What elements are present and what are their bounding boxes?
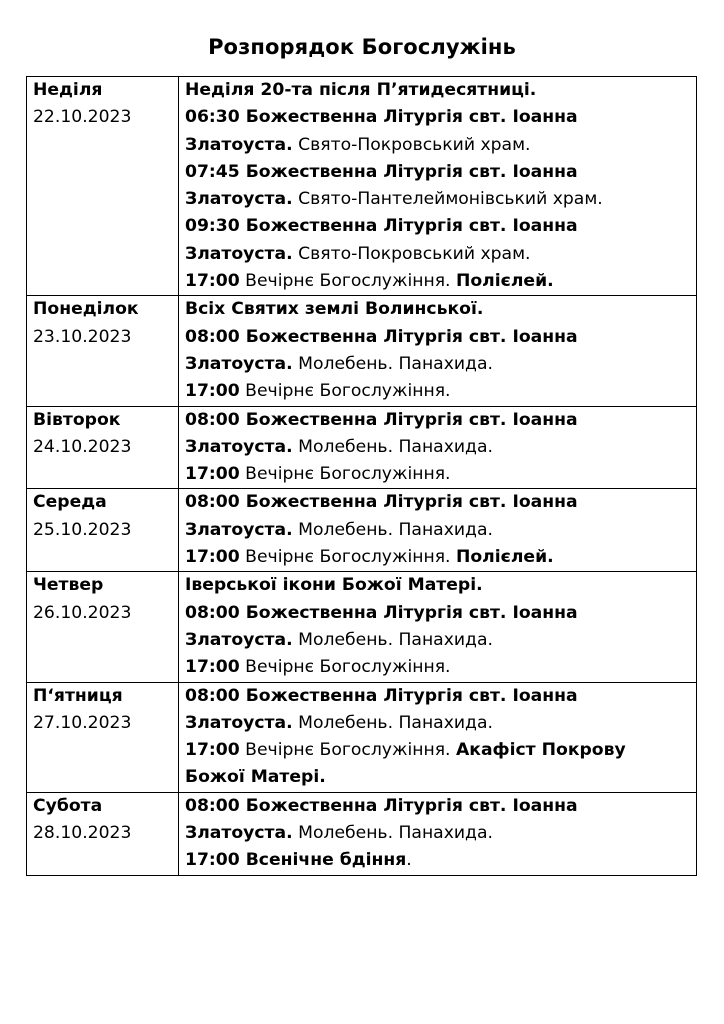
service-text: Свято-Пантелеймонівський храм. (292, 189, 603, 210)
service-text: Вечірнє Богослужіння. (239, 657, 451, 678)
service-line (185, 241, 691, 268)
service-line (185, 847, 691, 874)
service-text: 17:00 (185, 381, 240, 402)
page-title: Розпорядок Богослужінь (208, 35, 516, 59)
service-text: Молебень. Панахида. (292, 823, 493, 844)
table-row (27, 682, 697, 792)
service-line (185, 710, 691, 737)
service-line (185, 517, 691, 544)
service-line (185, 572, 691, 599)
table-row (27, 296, 697, 406)
table-row (27, 489, 697, 572)
schedule-table (26, 76, 697, 876)
service-line (185, 104, 691, 131)
service-text: Златоуста. (185, 353, 293, 374)
service-line (185, 793, 691, 820)
service-text: Неділя 20-та після П’ятидесятниці. (185, 80, 537, 100)
service-text: Златоуста. (185, 134, 293, 155)
service-line (185, 159, 691, 186)
service-text: 17:00 (185, 464, 240, 485)
service-line (185, 434, 691, 461)
service-line (185, 296, 691, 323)
service-text: Молебень. Панахида. (292, 353, 493, 374)
service-text: 17:00 (185, 740, 240, 761)
service-text: Полієлей. (455, 547, 554, 568)
service-text: Молебень. Панахида. (292, 436, 493, 457)
services-cell (179, 572, 697, 682)
service-text: Златоуста. (185, 823, 293, 844)
service-line (185, 627, 691, 654)
service-line (185, 683, 691, 710)
service-text: Свято-Покровський храм. (292, 134, 531, 155)
day-cell (27, 572, 179, 682)
day-cell (27, 682, 179, 792)
service-text: 08:00 Божественна Літургія свт. Іоанна (185, 685, 578, 706)
service-text: 17:00 (185, 547, 240, 568)
day-date: 25.10.2023 (33, 519, 132, 540)
service-text: Вечірнє Богослужіння. (239, 547, 456, 568)
service-text: 08:00 Божественна Літургія свт. Іоанна (185, 409, 578, 430)
service-text: Молебень. Панахида. (292, 519, 493, 540)
service-line (185, 324, 691, 351)
service-text: 08:00 Божественна Літургія свт. Іоанна (185, 602, 578, 623)
table-row (27, 406, 697, 489)
service-text: Всіх Святих землі Волинської. (185, 299, 484, 320)
schedule-body (27, 77, 697, 876)
day-name: Вівторок (33, 409, 121, 430)
service-text: 09:30 Божественна Літургія свт. Іоанна (185, 216, 578, 237)
day-cell (27, 77, 179, 296)
service-line (185, 820, 691, 847)
service-line (185, 600, 691, 627)
day-date: 26.10.2023 (33, 602, 132, 623)
service-text: Божої Матері. (185, 767, 326, 788)
service-line (185, 77, 691, 104)
service-line (185, 268, 691, 295)
day-name: П‘ятниця (33, 685, 123, 706)
day-date: 24.10.2023 (33, 436, 132, 457)
service-text: 17:00 (185, 657, 240, 678)
table-row (27, 792, 697, 875)
day-date: 22.10.2023 (33, 107, 132, 128)
service-text: . (406, 850, 412, 871)
day-name: Понеділок (33, 299, 139, 320)
day-cell (27, 296, 179, 406)
service-line (185, 378, 691, 405)
service-line (185, 544, 691, 571)
service-line (185, 213, 691, 240)
service-line (185, 461, 691, 488)
service-text: Полієлей. (455, 271, 554, 292)
service-text: 17:00 Всенічне бдіння (185, 850, 407, 871)
day-cell (27, 792, 179, 875)
services-cell (179, 406, 697, 489)
day-name: Середа (33, 492, 107, 513)
day-name: Четвер (33, 575, 104, 596)
services-cell (179, 792, 697, 875)
day-date: 27.10.2023 (33, 712, 132, 733)
service-line (185, 489, 691, 516)
services-cell (179, 682, 697, 792)
service-line (185, 407, 691, 434)
service-text: Златоуста. (185, 436, 293, 457)
service-text: Златоуста. (185, 712, 293, 733)
service-text: 07:45 Божественна Літургія свт. Іоанна (185, 161, 578, 182)
services-cell (179, 489, 697, 572)
service-text: 08:00 Божественна Літургія свт. Іоанна (185, 492, 578, 513)
service-text: Златоуста. (185, 189, 293, 210)
service-text: Вечірнє Богослужіння. (239, 381, 451, 402)
service-text: Вечірнє Богослужіння. (239, 464, 451, 485)
service-line (185, 764, 691, 791)
service-line (185, 186, 691, 213)
service-text: Златоуста. (185, 629, 293, 650)
service-text: 06:30 Божественна Літургія свт. Іоанна (185, 107, 578, 128)
service-text: Златоуста. (185, 519, 293, 540)
table-row (27, 572, 697, 682)
service-line (185, 654, 691, 681)
service-line (185, 351, 691, 378)
services-cell (179, 296, 697, 406)
day-name: Неділя (33, 80, 103, 100)
service-text: Молебень. Панахида. (292, 712, 493, 733)
service-text: Вечірнє Богослужіння. (239, 271, 456, 292)
service-text: Акафіст Покрову (455, 740, 626, 761)
service-line (185, 737, 691, 764)
day-date: 23.10.2023 (33, 326, 132, 347)
day-name: Субота (33, 795, 103, 816)
day-cell (27, 406, 179, 489)
day-cell (27, 489, 179, 572)
table-row (27, 77, 697, 296)
service-line (185, 132, 691, 159)
day-date: 28.10.2023 (33, 823, 132, 844)
service-text: 08:00 Божественна Літургія свт. Іоанна (185, 326, 578, 347)
services-cell (179, 77, 697, 296)
service-text: Молебень. Панахида. (292, 629, 493, 650)
service-text: 08:00 Божественна Літургія свт. Іоанна (185, 795, 578, 816)
service-text: Златоуста. (185, 243, 293, 264)
service-text: Іверської ікони Божої Матері. (185, 575, 483, 596)
service-text: Вечірнє Богослужіння. (239, 740, 456, 761)
service-text: 17:00 (185, 271, 240, 292)
service-text: Свято-Покровський храм. (292, 243, 531, 264)
